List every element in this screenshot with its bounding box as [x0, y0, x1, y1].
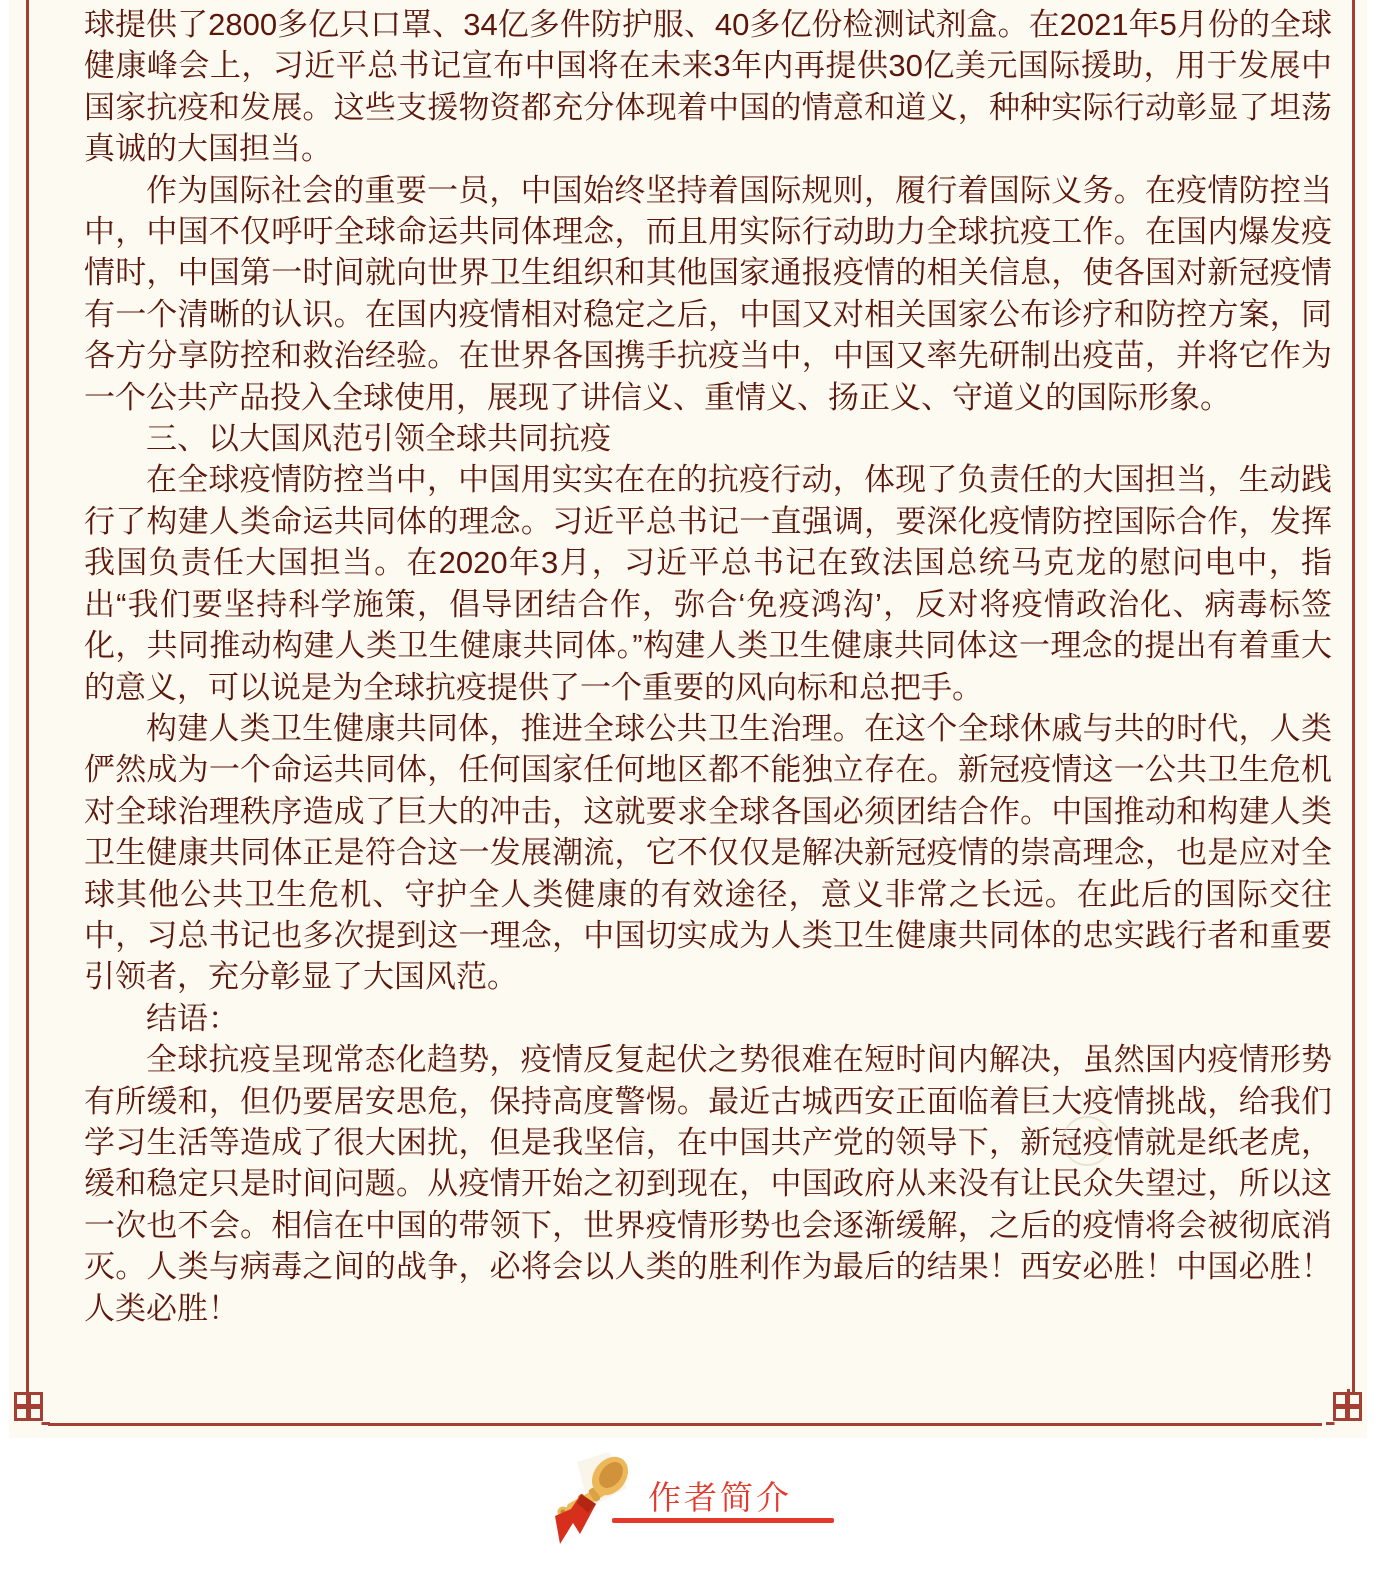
frame-border-left	[26, 0, 29, 1392]
article-content	[84, 4, 1332, 1329]
author-section-title: 作者简介	[648, 1479, 792, 1516]
trumpet-icon	[543, 1446, 649, 1558]
frame-border-right	[1352, 0, 1355, 1392]
frame-border-bottom	[48, 1423, 1322, 1426]
conclusion-label: 结语：	[146, 1000, 239, 1036]
watermark-circle	[1062, 1116, 1112, 1166]
article-paragraph: 球提供了2800多亿只口罩、34亿多件防护服、40多亿份检测试剂盒。在2021年5月份的全球健康峰会上，习近平总书记宣布中国将在未来3年内再提供30亿美元国际援助，用于发展中国家抗疫和发展。这些支援物资都充分体现着中国的情意和道义，种种实际行动彰显了坦荡真诚的大国担当。	[84, 7, 1332, 167]
article-paragraph: 在全球疫情防控当中，中国用实实在在的抗疫行动，体现了负责任的大国担当，生动践行了构建人类命运共同体的理念。习近平总书记一直强调，要深化疫情防控国际合作，发挥我国负责任大国担当。在2020年3月，习近平总书记在致法国总统马克龙的慰问电中，指出“我们要坚持科学施策，倡导团结合作，弥合‘免疫鸿沟’，反对将疫情政治化、病毒标签化，共同推动构建人类卫生健康共同体。”构建人类卫生健康共同体这一理念的提出有着重大的意义，可以说是为全球抗疫提供了一个重要的风向标和总把手。	[84, 462, 1332, 705]
author-section-underline	[612, 1518, 834, 1523]
article-paragraph: 构建人类卫生健康共同体，推进全球公共卫生治理。在这个全球休戚与共的时代，人类俨然成为一个命运共同体，任何国家任何地区都不能独立存在。新冠疫情这一公共卫生危机对全球治理秩序造成了巨大的冲击，这就要求全球各国必须团结合作。中国推动和构建人类卫生健康共同体正是符合这一发展潮流，它不仅仅是解决新冠疫情的崇高理念，也是应对全球其他公共卫生危机、守护全人类健康的有效途径，意义非常之长远。在此后的国际交往中，习总书记也多次提到这一理念，中国切实成为人类卫生健康共同体的忠实践行者和重要引领者，充分彰显了大国风范。	[84, 710, 1332, 995]
article-paragraph: 全球抗疫呈现常态化趋势，疫情反复起伏之势很难在短时间内解决，虽然国内疫情形势有所缓和，但仍要居安思危，保持高度警惕。最近古城西安正面临着巨大疫情挑战，给我们学习生活等造成了很大困扰，但是我坚信，在中国共产党的领导下，新冠疫情就是纸老虎，缓和稳定只是时间问题。从疫情开始之初到现在，中国政府从来没有让民众失望过，所以这一次也不会。相信在中国的带领下，世界疫情形势也会逐渐缓解，之后的疫情将会被彻底消灭。人类与病毒之间的战争，必将会以人类的胜利作为最后的结果！西安必胜！中国必胜！人类必胜！	[84, 1042, 1332, 1326]
fret-corner-ornament-icon	[12, 1389, 50, 1427]
article-paragraph: 作为国际社会的重要一员，中国始终坚持着国际规则，履行着国际义务。在疫情防控当中，中国不仅呼吁全球命运共同体理念，而且用实际行动助力全球抗疫工作。在国内爆发疫情时，中国第一时间就向世界卫生组织和其他国家通报疫情的相关信息，使各国对新冠疫情有一个清晰的认识。在国内疫情相对稳定之后，中国又对相关国家公布诊疗和防控方案，同各方分享防控和救治经验。在世界各国携手抗疫当中，中国又率先研制出疫苗，并将它作为一个公共产品投入全球使用，展现了讲信义、重情义、扬正义、守道义的国际形象。	[84, 172, 1332, 415]
fret-corner-ornament-icon	[1326, 1389, 1364, 1427]
section-heading: 三、以大国风范引领全球共同抗疫	[146, 421, 611, 457]
